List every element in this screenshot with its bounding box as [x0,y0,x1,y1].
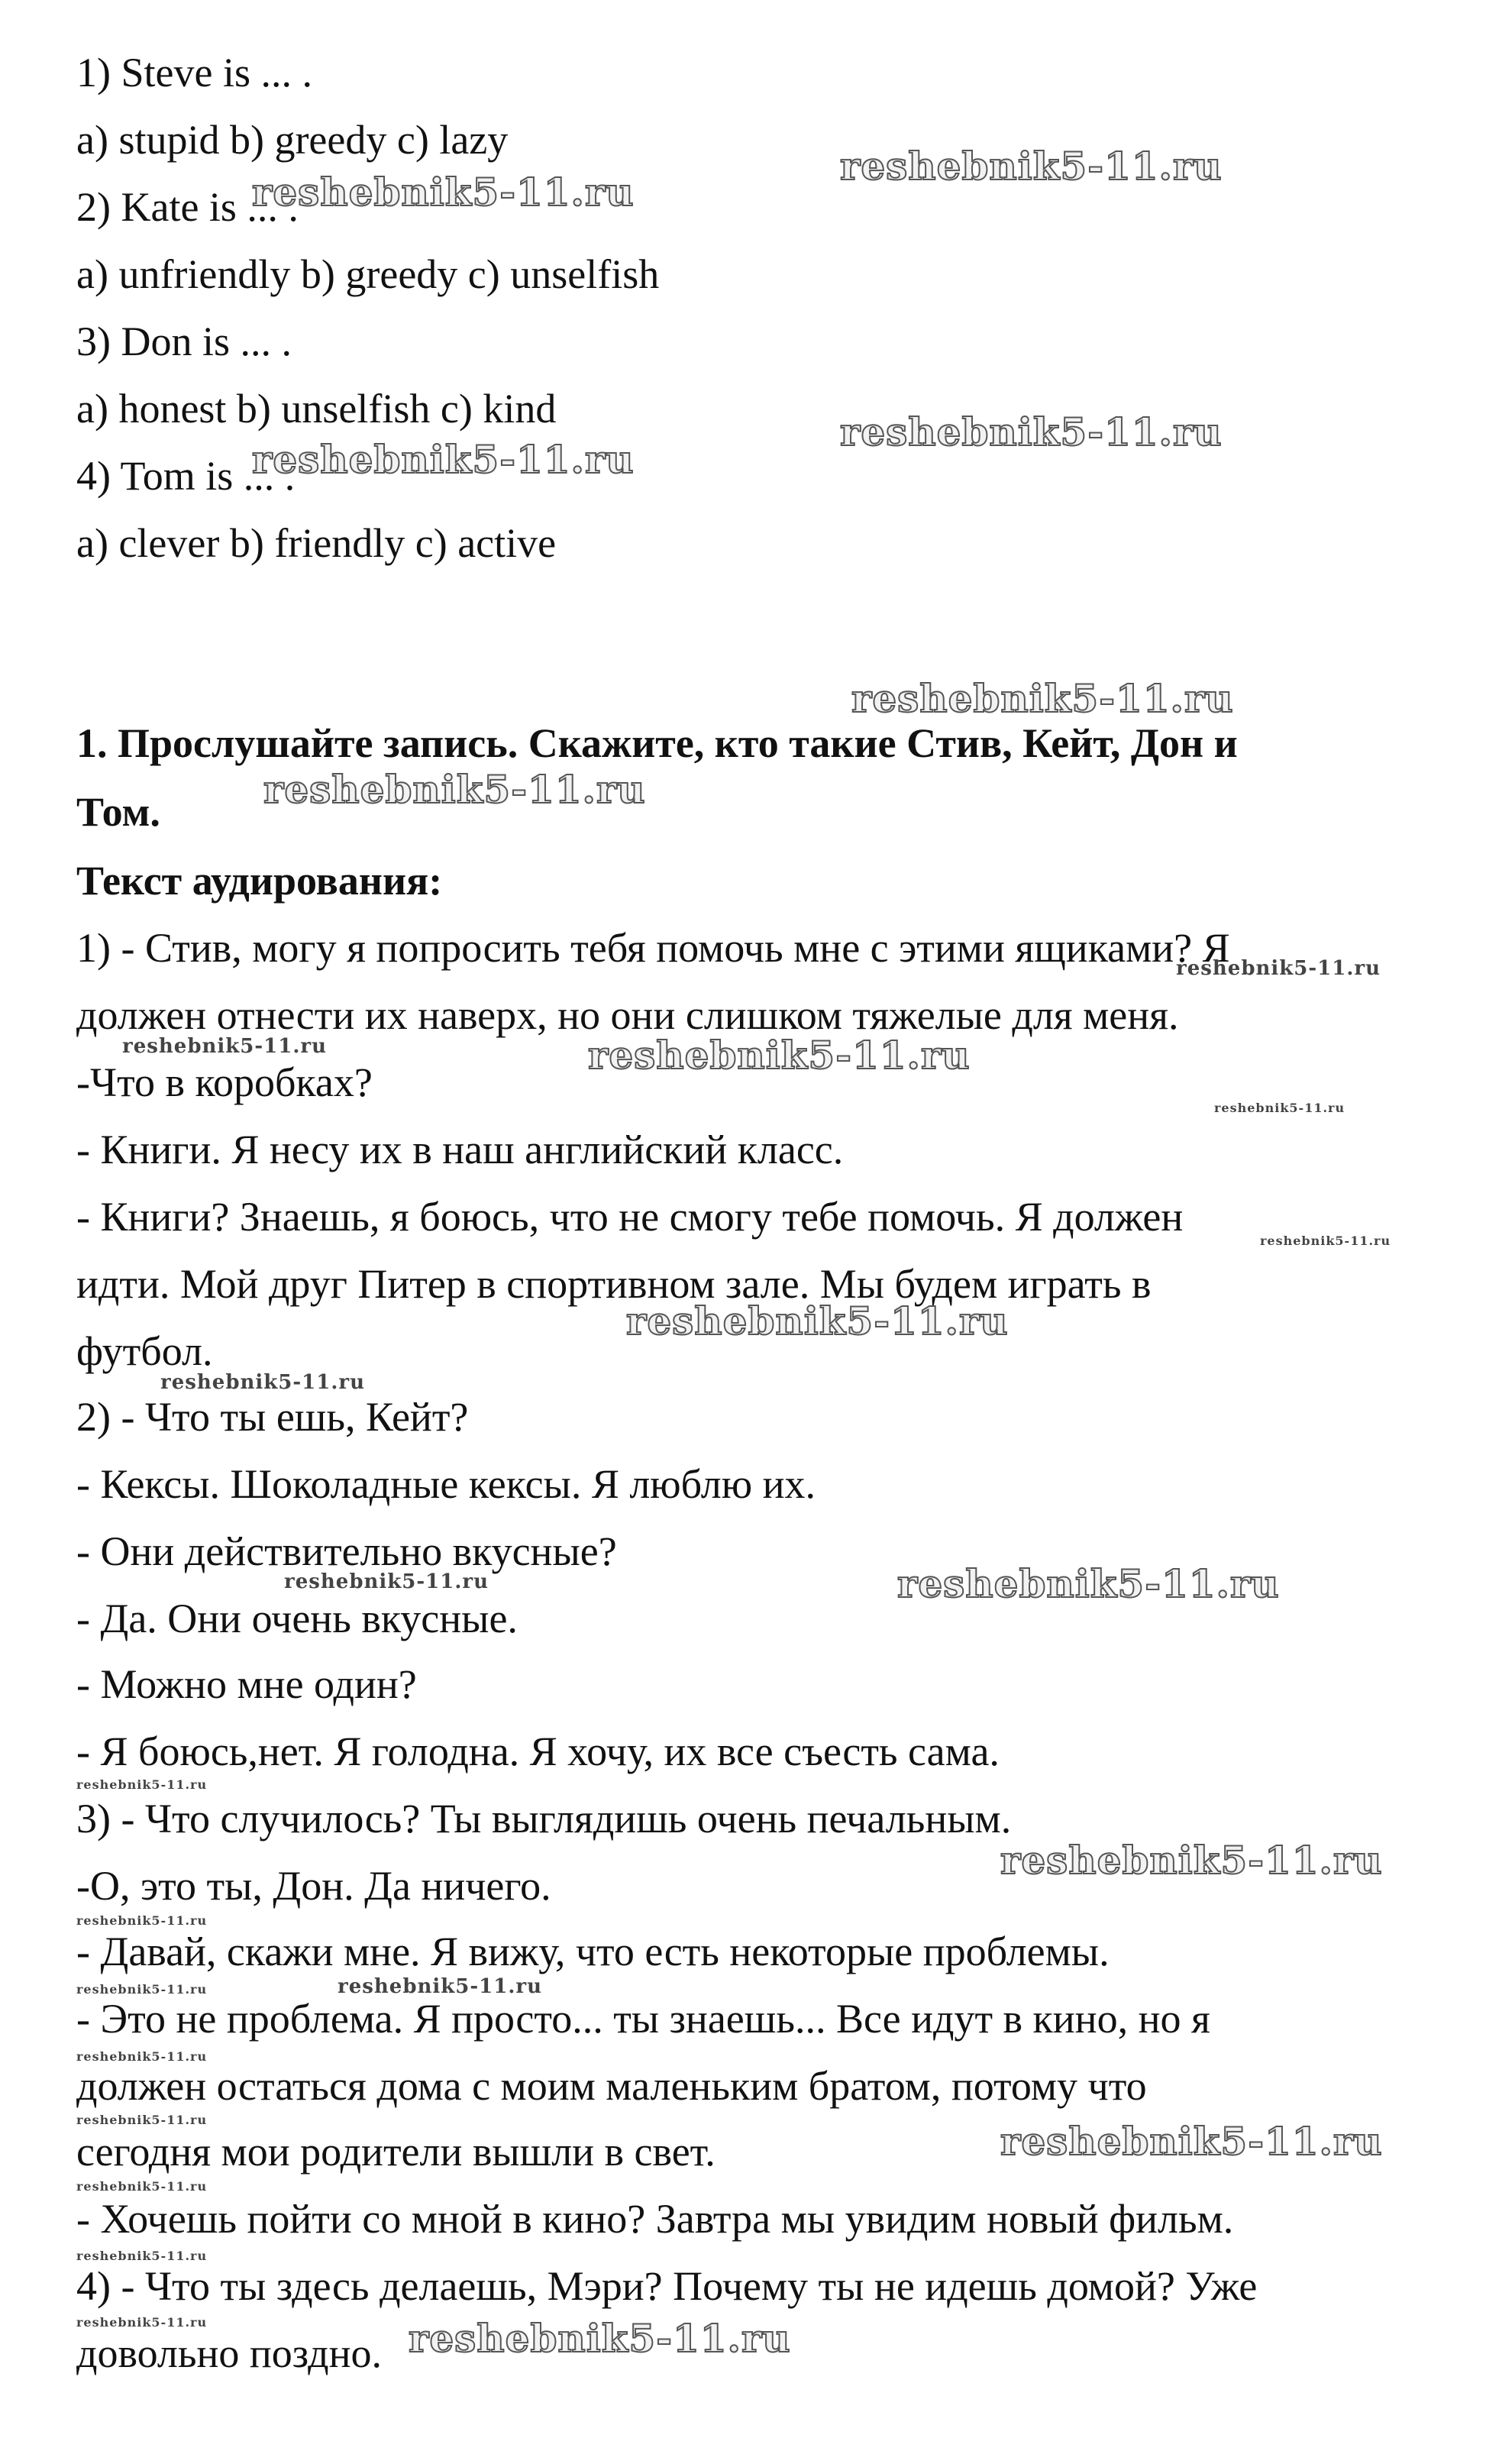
watermark: reshebnik5-11.ru [284,1570,489,1593]
transcript-line: 4) - Что ты здесь делаешь, Мэри? Почему ты не идешь домой? Уже [76,2263,1258,2309]
transcript-heading: Текст аудирования: [76,858,443,904]
watermark: reshebnik5-11.ru [626,1298,1009,1344]
watermark: reshebnik5-11.ru [851,676,1234,721]
transcript-line: 2) - Что ты ешь, Кейт? [76,1394,469,1440]
transcript-line: 1) - Стив, могу я попросить тебя помочь мне с этими ящиками? Я [76,925,1230,971]
watermark: reshebnik5-11.ru [76,1777,208,1792]
watermark: reshebnik5-11.ru [897,1561,1280,1606]
transcript-line: должен остаться дома с моим маленьким братом, потому что [76,2063,1147,2109]
transcript-line: сегодня мои родители вышли в свет. [76,2129,716,2175]
watermark: reshebnik5-11.ru [1176,957,1381,980]
watermark: reshebnik5-11.ru [76,2315,208,2330]
watermark: reshebnik5-11.ru [1000,2119,1383,2164]
transcript-line: футбол. [76,1328,213,1374]
task-title-line-1: 1. Прослушайте запись. Скажите, кто такие Стив, Кейт, Дон и [76,720,1238,766]
watermark: reshebnik5-11.ru [1260,1234,1391,1248]
transcript-line: - Книги? Знаешь, я боюсь, что не смогу тебе помочь. Я должен [76,1194,1184,1240]
watermark: reshebnik5-11.ru [263,767,646,812]
quiz-options-2: a) unfriendly b) greedy c) unselfish [76,251,660,297]
transcript-line: 3) - Что случилось? Ты выглядишь очень печальным. [76,1796,1012,1842]
watermark: reshebnik5-11.ru [76,1982,208,1997]
watermark: reshebnik5-11.ru [76,2113,208,2127]
watermark: reshebnik5-11.ru [76,2249,208,2263]
watermark: reshebnik5-11.ru [409,2316,791,2361]
transcript-line: -Что в коробках? [76,1059,373,1105]
watermark: reshebnik5-11.ru [840,409,1223,454]
transcript-line: - Да. Они очень вкусные. [76,1596,518,1641]
watermark: reshebnik5-11.ru [338,1975,543,1998]
watermark: reshebnik5-11.ru [252,170,635,215]
watermark: reshebnik5-11.ru [122,1035,328,1058]
transcript-line: - Давай, скажи мне. Я вижу, что есть некоторые проблемы. [76,1929,1110,1974]
transcript-line: - Хочешь пойти со мной в кино? Завтра мы увидим новый фильм. [76,2196,1234,2242]
transcript-line: - Они действительно вкусные? [76,1528,617,1574]
quiz-question-4: 4) Tom is ... . [76,453,296,499]
watermark: reshebnik5-11.ru [76,1913,208,1928]
watermark: reshebnik5-11.ru [160,1371,366,1394]
quiz-options-4: a) clever b) friendly c) active [76,520,557,566]
watermark: reshebnik5-11.ru [76,2179,208,2194]
transcript-line: довольно поздно. [76,2330,382,2376]
transcript-line: -О, это ты, Дон. Да ничего. [76,1863,551,1909]
transcript-line: - Книги. Я несу их в наш английский класс. [76,1127,844,1172]
watermark: reshebnik5-11.ru [76,2049,208,2064]
watermark: reshebnik5-11.ru [840,144,1223,189]
transcript-line: - Я боюсь,нет. Я голодна. Я хочу, их все съесть сама. [76,1728,1000,1774]
transcript-line: должен отнести их наверх, но они слишком тяжелые для меня. [76,992,1179,1038]
watermark: reshebnik5-11.ru [1214,1101,1345,1115]
watermark: reshebnik5-11.ru [588,1033,971,1078]
quiz-question-2: 2) Kate is ... . [76,184,299,230]
quiz-question-3: 3) Don is ... . [76,319,292,364]
watermark: reshebnik5-11.ru [252,437,635,482]
transcript-line: - Это не проблема. Я просто... ты знаешь... Все идут в кино, но я [76,1996,1210,2042]
transcript-line: - Кексы. Шоколадные кексы. Я люблю их. [76,1461,816,1507]
task-title-line-2: Том. [76,789,160,835]
quiz-options-1: a) stupid b) greedy c) lazy [76,117,509,163]
quiz-question-1: 1) Steve is ... . [76,50,312,95]
transcript-line: - Можно мне один? [76,1661,417,1707]
transcript-line: идти. Мой друг Питер в спортивном зале. Мы будем играть в [76,1261,1152,1307]
quiz-options-3: a) honest b) unselfish c) kind [76,386,557,432]
watermark: reshebnik5-11.ru [1000,1838,1383,1883]
